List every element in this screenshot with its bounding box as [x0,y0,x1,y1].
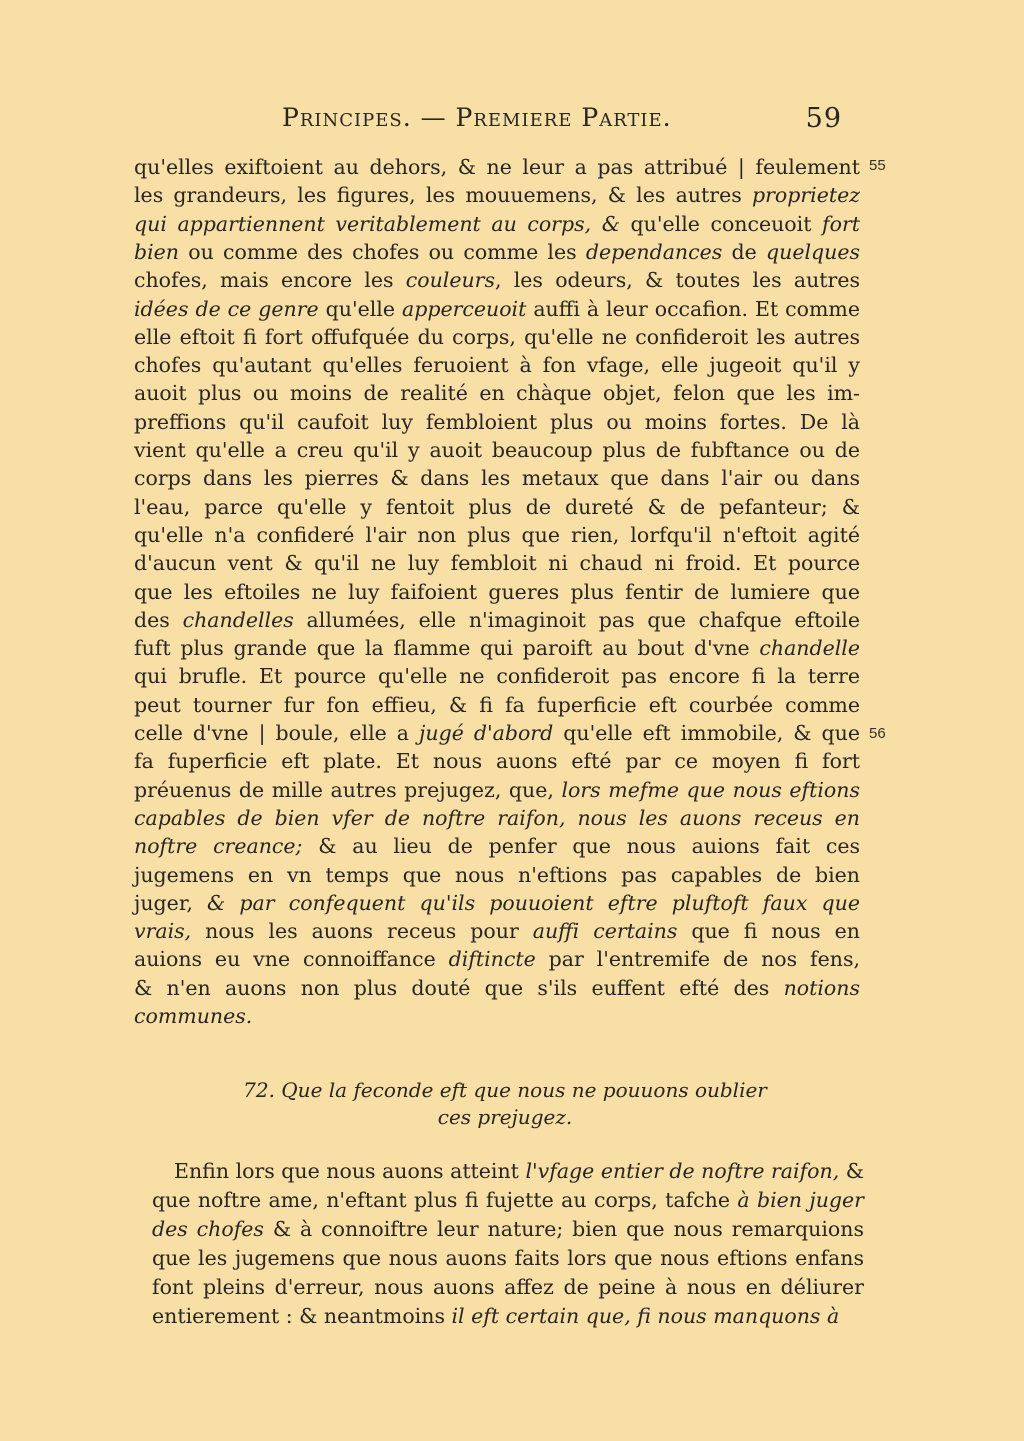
margin-number: 55 [869,157,886,174]
text-line [134,606,860,634]
text-segment: jugemens en vn temps que nous n'eftions pas capables de bien [134,862,860,887]
text-line [134,379,860,407]
text-segment: de [722,239,766,264]
text-segment: chofes qu'autant qu'elles feruoient à fon vfage, elle jugeoit qu'il y [134,353,860,378]
section-heading-line: 72. Que la feconde eft que nous ne pouuons oublier [243,1078,767,1102]
text-segment: & [839,1159,865,1183]
italic-text: vrais, [134,919,192,944]
text-line [152,1244,864,1272]
text-line [134,861,860,889]
text-segment: que fi nous en [677,919,860,944]
italic-text: des chofes [152,1217,264,1241]
text-line [134,153,860,181]
text-segment: chofes, mais encore les [134,268,406,293]
text-line [134,464,860,492]
text-segment: d'aucun vent & qu'il ne luy fembloit ni chaud ni froid. Et pource [134,551,860,576]
text-segment: qu'elle n'a confideré l'air non plus que rien, lorfqu'il n'eftoit agité [134,522,860,547]
page-number: 59 [805,103,842,134]
text-segment: que les eftoiles ne luy faifoient gueres plus fentir de lumiere que [134,579,860,604]
text-line [134,634,860,662]
text-segment: des [134,607,183,632]
italic-text: & par confequent qu'ils pouuoient eftre pluftoft faux que [207,890,860,915]
italic-text: chandelles [182,607,294,632]
text-segment: & au lieu de penfer que nous auions fait ces [302,834,860,859]
text-segment: vient qu'elle a creu qu'il y auoit beaucoup plus de fubftance ou de [134,438,860,462]
italic-text: couleurs [405,268,495,293]
italic-text: noftre creance; [134,834,303,859]
text-segment: qu'elles exiftoient au dehors, & ne leur a pas attribué | feulement [134,155,860,179]
text-line [152,1186,864,1214]
text-segment: auffi à leur occafion. Et comme [526,296,860,321]
text-line [134,436,860,464]
text-segment: par l'entremife de nos fens, [535,947,861,972]
text-line [134,804,860,832]
text-segment: qui brufle. Et pource qu'elle ne confideroit pas encore fi la terre [134,664,860,689]
text-line [134,917,860,945]
text-line [134,408,860,436]
text-line [134,295,860,323]
text-segment: fuft plus grande que la flamme qui paroift au bout d'vne [134,636,760,661]
margin-number: 56 [869,725,886,742]
italic-text: quelques [766,239,860,264]
italic-text: bien [134,239,180,264]
italic-text: fort [822,211,860,236]
section-heading-line: ces prejugez. [437,1105,573,1129]
text-segment: peut tourner fur fon effieu, & fi fa fuperficie eft courbée comme [134,692,860,717]
text-segment: Enfin lors que nous auons atteint [174,1159,526,1183]
text-line [134,974,860,1002]
text-line [134,351,860,379]
text-segment: ou comme des chofes ou comme les [179,239,586,264]
text-segment: que noftre ame, n'eftant plus fi fujette au corps, tafche [152,1188,738,1212]
italic-text: à bien juger [737,1188,864,1212]
italic-text: dependances [585,239,723,264]
text-line [134,662,860,690]
italic-text: chandelle [759,636,860,661]
text-segment: & à connoiftre leur nature; bien que nous remarquions [263,1217,864,1241]
text-segment: nous les auons receus pour [191,919,533,944]
text-segment: corps dans les pierres & dans les metaux que dans l'air ou dans [134,466,860,491]
text-line [152,1273,864,1301]
running-head [282,103,842,139]
italic-text: idées de ce genre [134,296,319,321]
italic-text: lors mefme que nous eftions [561,777,860,802]
text-line [152,1215,864,1243]
text-line [134,691,860,719]
text-line [134,832,860,860]
italic-text: il eft certain que, fi nous manquons à [451,1304,840,1328]
italic-text: capables de bien vfer de noftre raifon, nous les auons receus en [134,805,860,830]
italic-text: jugé d'abord [419,721,554,745]
text-segment: qu'elle conceuoit [630,211,823,236]
italic-text: qui appartiennent veritablement au corps, & [134,211,631,236]
text-segment: l'eau, parce qu'elle y fentoit plus de dureté & de pefanteur; & [134,494,860,519]
text-segment: font pleins d'erreur, nous auons affez de peine à nous en déliurer [152,1275,864,1299]
text-line [134,521,860,549]
text-segment: préuenus de mille autres prejugez, que, [134,777,562,802]
text-segment: , les odeurs, & toutes les autres [495,268,860,293]
text-line [134,238,860,266]
text-segment: celle d'vne | boule, elle a [134,721,420,745]
text-segment: preffions qu'il caufoit luy fembloient plus ou moins fortes. De là [134,409,860,434]
text-line [134,549,860,577]
text-segment: fa fuperficie eft plate. Et nous auons efté par ce moyen fi fort [134,749,860,774]
text-segment: qu'elle [318,296,402,321]
text-line [134,776,860,804]
text-segment: qu'elle eft immobile, & que [553,721,860,745]
text-segment: elle eftoit fi fort offufquée du corps, qu'elle ne confideroit les autres [134,324,860,349]
text-line [134,719,860,747]
italic-text: notions [783,975,860,1000]
text-line [134,493,860,521]
text-line [134,747,860,775]
text-segment: juger, [134,890,208,915]
italic-text: proprietez [751,183,860,208]
text-line [174,1157,864,1185]
text-line [134,578,860,606]
text-segment: auoit plus ou moins de realité en chàque objet, felon que les im- [134,381,860,406]
italic-text: apperceuoit [401,296,527,321]
text-line [134,889,860,917]
running-title: Principes. — Premiere Partie. [282,103,672,132]
text-line [134,210,860,238]
text-line [134,945,860,973]
text-segment: les grandeurs, les figures, les mouuemens, & les autres [134,183,752,208]
text-segment: que les jugemens que nous auons faits lors que nous eftions enfans [152,1246,864,1270]
text-line [134,323,860,351]
text-line [134,1002,860,1030]
italic-text: l'vfage entier de noftre raifon, [525,1159,840,1183]
italic-text: auffi certains [532,919,678,944]
text-segment: & n'en auons non plus douté que s'ils euffent efté des [134,975,784,1000]
text-line [134,266,860,294]
text-line [134,181,860,209]
text-segment: auions eu vne connoiffance [134,947,449,972]
text-segment: entierement : & neantmoins [152,1304,452,1328]
italic-text: diftincte [448,947,536,972]
italic-text: communes. [134,1004,253,1028]
text-line [152,1302,864,1330]
text-segment: allumées, elle n'imaginoit pas que chafque eftoile [293,607,860,632]
